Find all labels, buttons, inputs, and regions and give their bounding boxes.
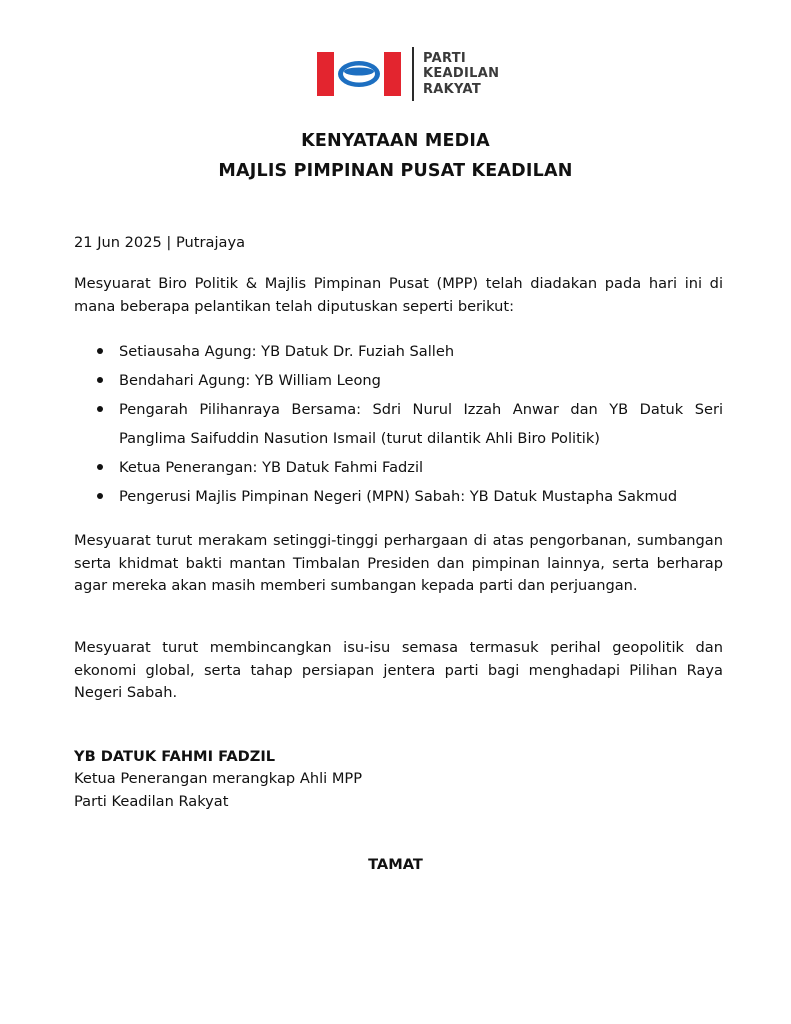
list-item [74, 395, 723, 453]
discussion-paragraph: Mesyuarat turut membincangkan isu-isu semasa termasuk perihal geopolitik dan ekonomi global, serta tahap persiapan jentera parti bagi menghadapi Pilihan Raya Negeri Sabah. [74, 639, 723, 701]
appointment-text: Bendahari Agung: YB William Leong [119, 372, 381, 389]
end-mark: TAMAT [368, 856, 423, 873]
list-item [74, 453, 723, 482]
bullet-dot [97, 348, 103, 354]
bullet-dot [97, 493, 103, 499]
bullet-dot [97, 406, 103, 412]
list-item [74, 482, 723, 511]
logo-line-1: PARTI [423, 50, 467, 66]
logo-line-3: RAKYAT [423, 81, 482, 97]
party-logo [317, 46, 499, 102]
list-item [74, 366, 723, 395]
appointment-text: Pengerusi Majlis Pimpinan Negeri (MPN) Sabah: YB Datuk Mustapha Sakmud [119, 488, 678, 505]
list-item [74, 337, 723, 366]
logo-divider [412, 47, 414, 101]
logo-line-2: KEADILAN [423, 66, 500, 82]
bullet-dot [97, 377, 103, 383]
signatory-name: YB DATUK FAHMI FADZIL [74, 748, 276, 765]
document-subtitle: MAJLIS PIMPINAN PUSAT KEADILAN [218, 161, 573, 181]
appointments-list [74, 337, 723, 511]
appointment-text: Pengarah Pilihanraya Bersama: Sdri Nurul Izzah Anwar dan YB Datuk Seri Panglima Saifuddin Nasution Ismail (turut dilantik Ahli Biro Politik) [119, 401, 723, 447]
signatory-organization: Parti Keadilan Rakyat [74, 793, 229, 810]
appointment-text: Setiausaha Agung: YB Datuk Dr. Fuziah Salleh [119, 343, 455, 360]
bullet-dot [97, 464, 103, 470]
pkr-eye-logo-icon [317, 52, 401, 96]
dateline: 21 Jun 2025 | Putrajaya [74, 234, 246, 251]
intro-paragraph: Mesyuarat Biro Politik & Majlis Pimpinan Pusat (MPP) telah diadakan pada hari ini di mana beberapa pelantikan telah diputuskan seperti berikut: [74, 275, 723, 315]
document-title: KENYATAAN MEDIA [301, 131, 490, 151]
appreciation-paragraph: Mesyuarat turut merakam setinggi-tinggi perhargaan di atas pengorbanan, sumbangan serta khidmat bakti mantan Timbalan Presiden dan pimpinan lainnya, serta berharap agar mereka akan masih memberi sumbangan kepada parti dan perjuangan. [74, 532, 723, 594]
appointment-text: Ketua Penerangan: YB Datuk Fahmi Fadzil [119, 459, 424, 476]
logo-wordmark [423, 51, 499, 98]
signatory-role: Ketua Penerangan merangkap Ahli MPP [74, 770, 363, 787]
